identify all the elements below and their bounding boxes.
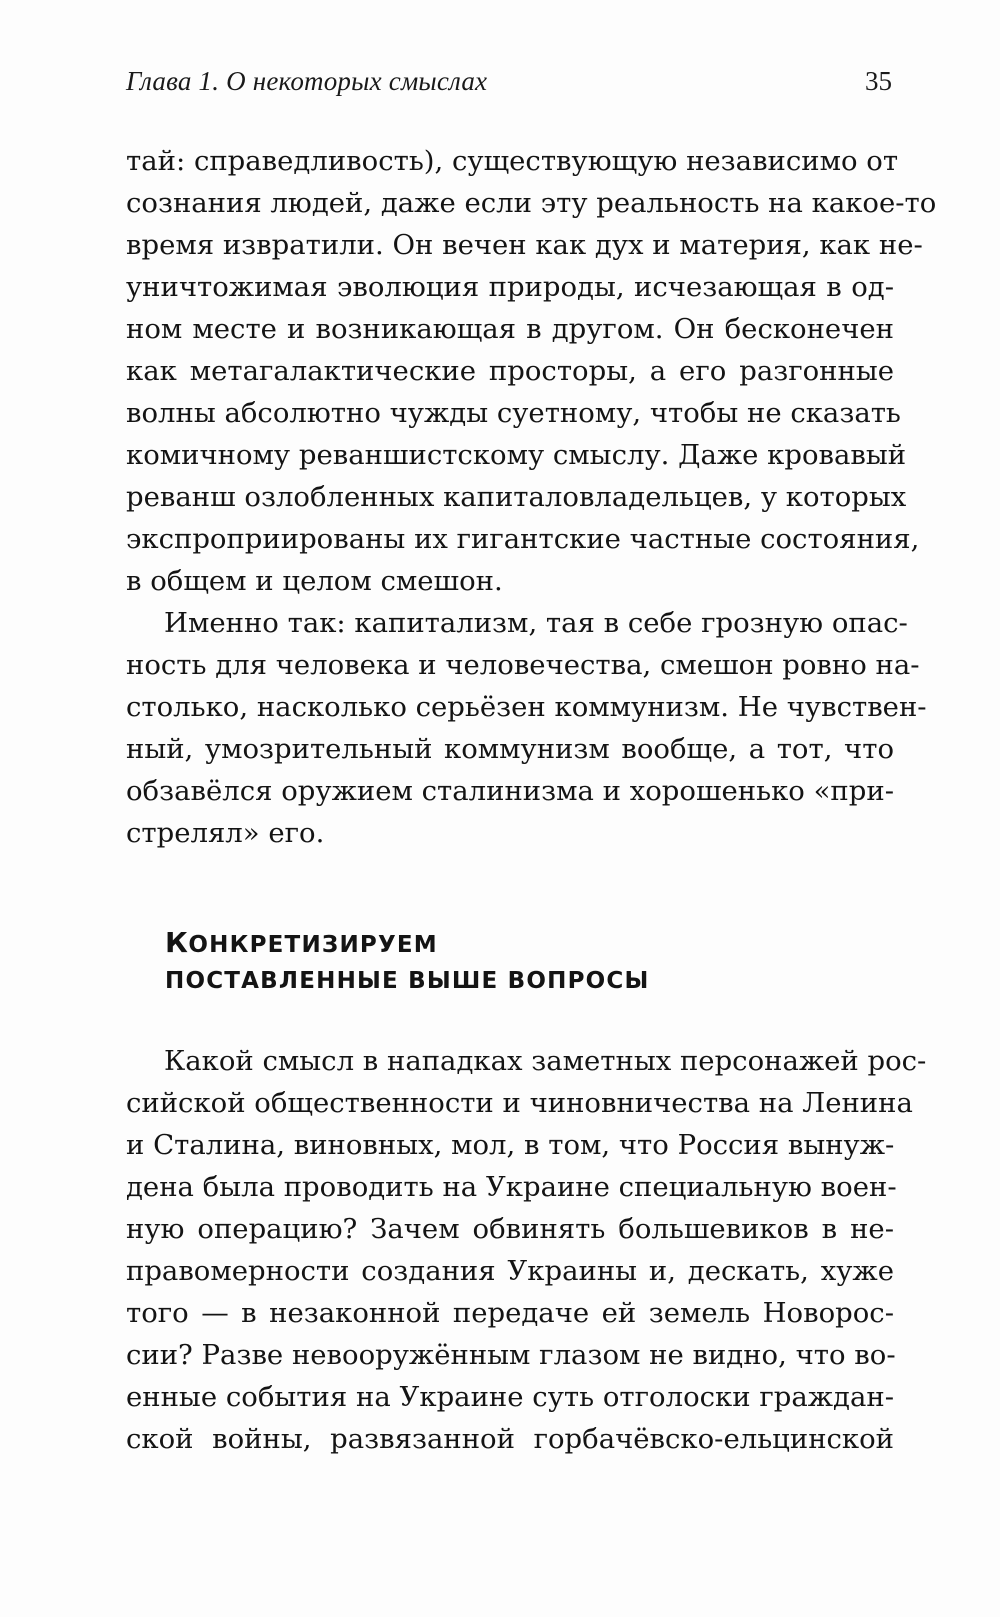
paragraph-3-line: сии? Разве невооружённым глазом не видно, что во-: [126, 1339, 896, 1371]
paragraph-1-line: как метагалактические просторы, а его разгонные: [126, 355, 894, 387]
paragraph-3-line: правомерности создания Украины и, дескать, хуже: [126, 1255, 894, 1287]
page-number: 35: [865, 66, 892, 96]
paragraph-1-line: ном месте и возникающая в другом. Он бесконечен: [126, 313, 894, 345]
paragraph-3-line: сийской общественности и чиновничества на Ленина: [126, 1087, 913, 1119]
paragraph-2-line: столько, насколько серьёзен коммунизм. Не чувствен-: [126, 691, 927, 723]
paragraph-1-line: в общем и целом смешон.: [126, 565, 503, 597]
paragraph-1-line: экспроприированы их гигантские частные состояния,: [126, 523, 920, 555]
section-heading-rest: ОНКРЕТИЗИРУЕМ: [188, 932, 438, 958]
paragraph-2-line: Именно так: капитализм, тая в себе грозную опас-: [164, 607, 908, 639]
paragraph-3-line: енные события на Украине суть отголоски граждан-: [126, 1381, 894, 1413]
running-head: Глава 1. О некоторых смыслах: [126, 66, 488, 96]
paragraph-3-line: ную операцию? Зачем обвинять большевиков в не-: [126, 1213, 894, 1245]
section-heading-line-1: [165, 926, 438, 959]
paragraph-3-line: того — в незаконной передаче ей земель Новорос-: [126, 1297, 894, 1329]
paragraph-1-line: комичному реваншистскому смыслу. Даже кровавый: [126, 439, 907, 471]
paragraph-2-line: ный, умозрительный коммунизм вообще, а тот, что: [126, 733, 894, 765]
paragraph-1-line: сознания людей, даже если эту реальность на какое-то: [126, 187, 937, 219]
paragraph-1-line: уничтожимая эволюция природы, исчезающая в од-: [126, 271, 894, 303]
paragraph-3-line: ской войны, развязанной горбачёвско-ельцинской: [126, 1423, 894, 1455]
paragraph-2-line: ность для человека и человечества, смешон ровно на-: [126, 649, 920, 681]
section-heading-initial: К: [165, 926, 189, 959]
paragraph-1-line: волны абсолютно чужды суетному, чтобы не сказать: [126, 397, 901, 429]
paragraph-2-line: стрелял» его.: [126, 817, 325, 849]
paragraph-3-line: Какой смысл в нападках заметных персонажей рос-: [164, 1045, 927, 1077]
paragraph-3-line: и Сталина, виновных, мол, в том, что Россия вынуж-: [126, 1129, 895, 1161]
paragraph-2-line: обзавёлся оружием сталинизма и хорошенько «при-: [126, 775, 894, 807]
paragraph-3-line: дена была проводить на Украине специальную воен-: [126, 1171, 897, 1203]
section-heading-line-2: ПОСТАВЛЕННЫЕ ВЫШЕ ВОПРОСЫ: [165, 968, 650, 994]
paragraph-1-line: реванш озлобленных капиталовладельцев, у которых: [126, 481, 907, 513]
paragraph-1-line: время извратили. Он вечен как дух и материя, как не-: [126, 229, 923, 261]
paragraph-1-line: тай: справедливость), существующую независимо от: [126, 145, 899, 177]
